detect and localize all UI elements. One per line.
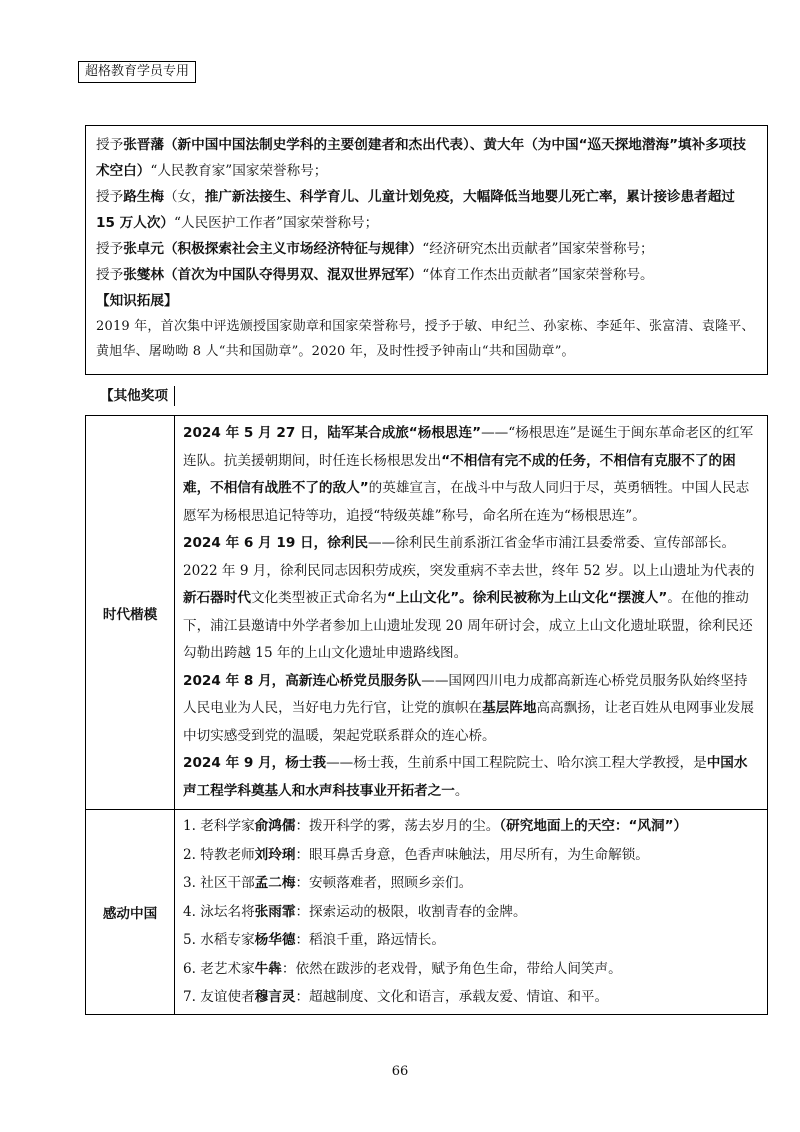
honor-line: 授予张卓元（积极探索社会主义市场经济特征与规律）“经济研究杰出贡献者”国家荣誉称号； (96, 241, 654, 257)
honor-line: 授予张晋藩（新中国中国法制史学科的主要创建者和杰出代表）、黄大年（为中国“巡天探地潜海”填补多项技术空白）“人民教育家”国家荣誉称号； (96, 137, 746, 179)
list-item: 2. 特教老师刘玲琍：眼耳鼻舌身意，色香声味触法，用尽所有，为生命解锁。 (183, 846, 649, 863)
honor-line: 授予路生梅（女，推广新法接生、科学育儿、儿童计划免疫，大幅降低当地婴儿死亡率，累计接诊患者超过 15 万人次）“人民医护工作者”国家荣誉称号； (96, 189, 735, 231)
page-number: 66 (391, 1064, 409, 1079)
awards-table (85, 415, 768, 1015)
list-cell (175, 810, 768, 1015)
knowledge-title: 【知识拓展】 (96, 293, 178, 309)
header-label: 超格教育学员专用 (78, 61, 196, 83)
table-row (86, 810, 768, 1015)
list-item: 4. 泳坛名将张雨霏：探索运动的极限，收割青春的金牌。 (183, 903, 527, 920)
list-item: 3. 社区干部孟二梅：安顿落难者，照顾乡亲们。 (183, 875, 473, 891)
paragraph: 2024 年 5 月 27 日，陆军某合成旅“杨根思连”——“杨根思连”是诞生于闽东革命老区的红军连队。抗美援朝期间，时任连长杨根思发出“不相信有完不成的任务，不相信有克服不了的困难，不相信有战胜不了的敌人”的英雄宣言，在战斗中与敌人同归于尽，英勇牺牲。中国人民志愿军为杨根思追记特等功，追授“特级英雄”称号，命名所在连为“杨根思连”。 (183, 425, 754, 524)
paragraph: 2024 年 9 月，杨士莪——杨士莪，生前系中国工程院院士、哈尔滨工程大学教授，是中国水声工程学科奠基人和水声科技事业开拓者之一。 (183, 755, 748, 799)
honor-line: 授予张燮林（首次为中国队夺得男双、混双世界冠军）“体育工作杰出贡献者”国家荣誉称号。 (96, 267, 654, 283)
national-honor-box (85, 125, 768, 375)
category-cell: 感动中国 (86, 810, 175, 1015)
list-item: 7. 友谊使者穆言灵：超越制度、文化和语言，承载友爱、情谊、和平。 (183, 989, 609, 1005)
category-cell: 时代楷模 (86, 416, 175, 810)
table-row (86, 416, 768, 810)
paragraph: 2024 年 6 月 19 日，徐利民——徐利民生前系浙江省金华市浦江县委常委、宣传部部长。2022 年 9 月，徐利民同志因积劳成疾，突发重病不幸去世，终年 52 岁。以上山遗址为代表的新石器时代文化类型被正式命名为“上山文化”。徐利民被称为上山文化“摆渡人”。在他的推动下，浦江县邀请中外学者参加上山遗址发现 20 周年研讨会，成立上山文化遗址联盟，徐利民还勾勒出跨越 15 年的上山文化遗址申遗路线图。 (183, 535, 755, 661)
knowledge-text: 2019 年，首次集中评选颁授国家勋章和国家荣誉称号，授予于敏、申纪兰、孙家栋、李延年、张富清、袁隆平、黄旭华、屠呦呦 8 人“共和国勋章”。2020 年，及时性授予钟南山“共和国勋章”。 (96, 319, 755, 359)
list-item: 6. 老艺术家牛犇：依然在跋涉的老戏骨，赋予角色生命，带给人间笑声。 (183, 960, 622, 977)
section-title: 【其他奖项 (100, 386, 175, 406)
content-cell (175, 416, 768, 810)
paragraph: 2024 年 8 月，高新连心桥党员服务队——国网四川电力成都高新连心桥党员服务队始终坚持人民电业为人民，当好电力先行官，让党的旗帜在基层阵地高高飘扬，让老百姓从电网事业发展中切实感受到党的温暖，架起党联系群众的连心桥。 (183, 672, 754, 744)
list-item: 5. 水稻专家杨华德：稻浪千重，路远情长。 (183, 932, 445, 948)
list-item: 1. 老科学家俞鸿儒：拨开科学的雾，荡去岁月的尘。（研究地面上的天空：“风洞”） (183, 818, 688, 834)
